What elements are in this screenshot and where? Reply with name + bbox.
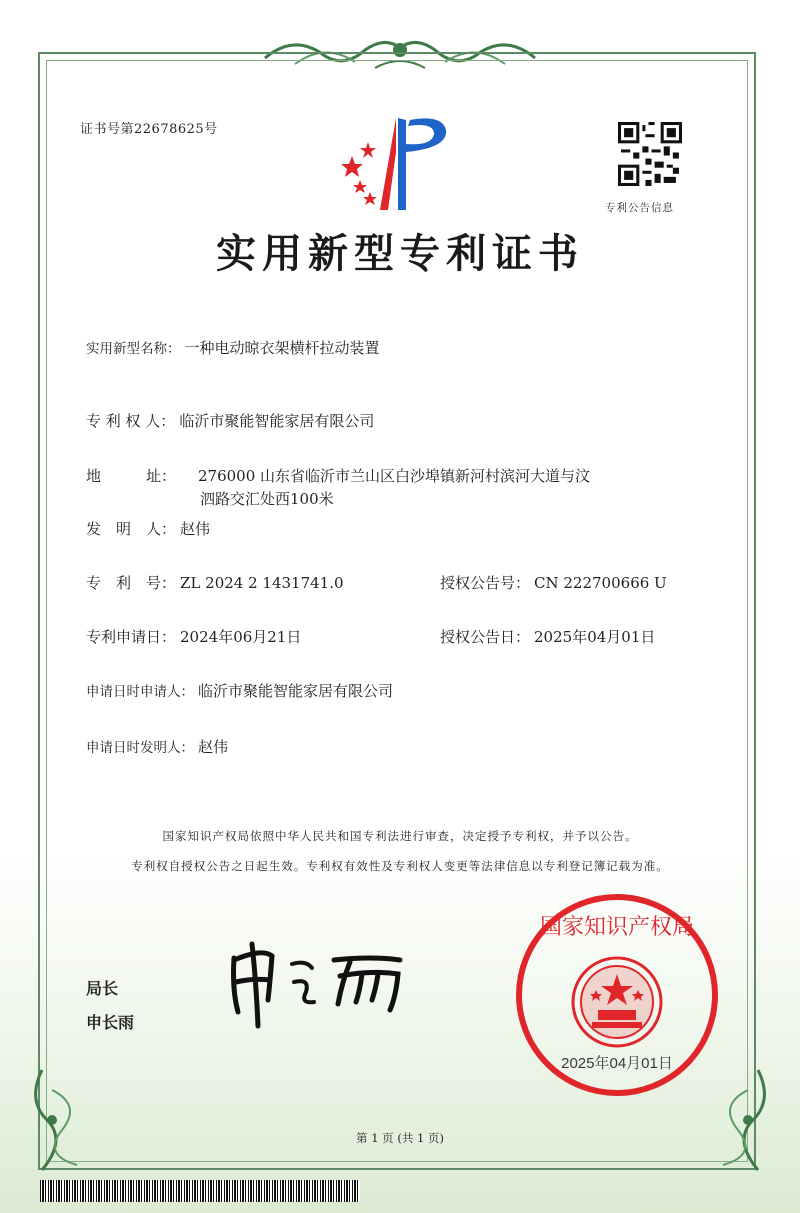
seal-date: 2025年04月01日 — [561, 1055, 673, 1072]
field-label: 专 利 权 人： — [86, 412, 176, 430]
field-value: ZL 2024 2 1431741.0 — [180, 574, 344, 592]
field-label: 专利申请日： — [86, 628, 177, 646]
page-number: 第 1 页 (共 1 页) — [356, 1131, 444, 1145]
field-value: 临沂市聚能智能家居有限公司 — [198, 682, 394, 700]
field-filing-date — [86, 626, 301, 648]
field-value: 2024年06月21日 — [180, 628, 302, 646]
field-label: 地 址： — [86, 467, 177, 485]
field-address — [86, 465, 590, 487]
field-value: CN 222700666 U — [534, 574, 667, 592]
field-label: 实用新型名称： — [86, 341, 181, 357]
director-signature — [222, 930, 422, 1030]
director-title: 局长 — [86, 979, 119, 998]
field-value: 临沂市聚能智能家居有限公司 — [179, 412, 375, 430]
cnipa-logo-icon — [330, 112, 460, 220]
director-name: 申长雨 — [86, 1013, 135, 1032]
field-patentee — [86, 410, 374, 432]
field-inventor-at-filing — [86, 736, 228, 759]
field-value: 赵伟 — [198, 738, 229, 756]
field-grant-publication-number — [440, 572, 667, 594]
field-label: 申请日时发明人： — [86, 740, 194, 756]
field-value: 276000 山东省临沂市兰山区白沙埠镇新河村滨河大道与汶 — [198, 467, 591, 485]
field-value: 赵伟 — [180, 520, 211, 538]
field-address-continued: 泗路交汇处西100米 — [200, 490, 334, 508]
field-label: 发 明 人： — [86, 520, 177, 538]
official-seal — [512, 890, 722, 1100]
field-applicant-at-filing — [86, 680, 393, 703]
qr-code-icon — [618, 122, 682, 186]
notice-line-1: 国家知识产权局依照中华人民共和国专利法进行审查，决定授予专利权，并予以公告。 — [162, 829, 638, 843]
field-label: 授权公告日： — [440, 628, 531, 646]
certificate-title: 实用新型专利证书 — [216, 231, 584, 277]
field-grant-publication-date — [440, 626, 655, 648]
field-label: 专 利 号： — [86, 574, 177, 592]
field-value: 2025年04月01日 — [534, 628, 656, 646]
field-label: 申请日时申请人： — [86, 684, 194, 700]
barcode-icon — [40, 1180, 360, 1202]
notice-line-2: 专利权自授权公告之日起生效。专利权有效性及专利权人变更等法律信息以专利登记簿记载为准。 — [131, 859, 669, 873]
field-utility-model-name — [86, 337, 380, 360]
certificate-number: 证书号第22678625号 — [80, 122, 218, 137]
qr-label: 专利公告信息 — [605, 202, 674, 214]
field-label: 授权公告号： — [440, 574, 531, 592]
field-inventor — [86, 518, 210, 540]
field-value: 一种电动晾衣架横杆拉动装置 — [184, 339, 380, 357]
bottom-left-ornament — [22, 1060, 112, 1180]
seal-text: 国家知识产权局 — [539, 915, 695, 940]
field-patent-number — [86, 572, 344, 594]
